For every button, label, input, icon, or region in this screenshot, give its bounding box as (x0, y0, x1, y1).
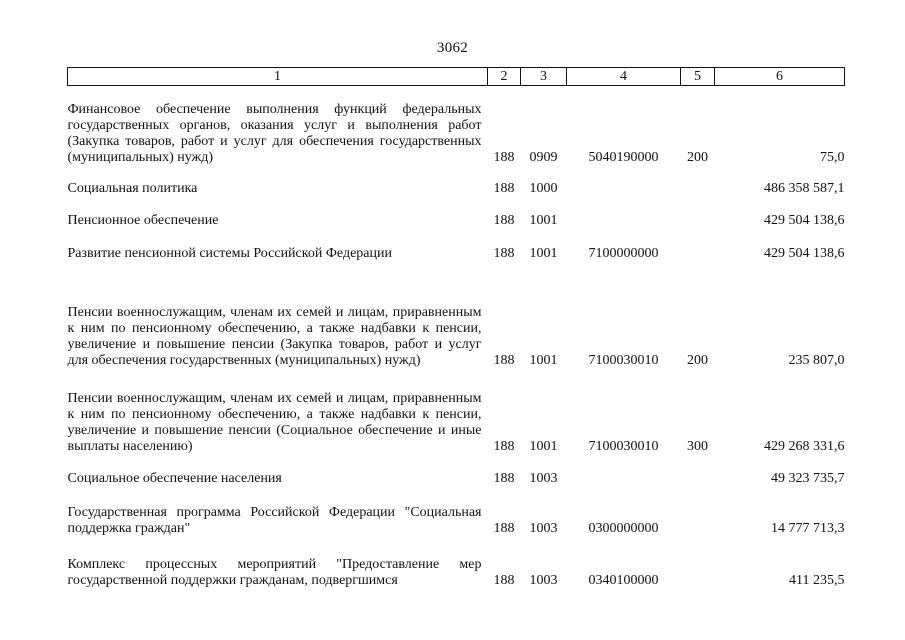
row-amount: 429 504 138,6 (764, 245, 845, 261)
row-name: Социальная политика (67, 180, 198, 196)
row-name: Развитие пенсионной системы Российской Федерации (67, 245, 392, 261)
column-header-expense-type: 5 (681, 68, 715, 86)
table-header (68, 68, 845, 86)
column-header-target: 4 (567, 68, 681, 86)
row-target: 0340100000 (588, 572, 659, 588)
budget-table (67, 67, 845, 589)
row-target (567, 166, 681, 197)
row-ministry: 188 (493, 438, 515, 454)
table-row (68, 86, 845, 166)
row-section: 1003 (529, 470, 558, 486)
table-body (68, 86, 845, 589)
row-target: 7100000000 (588, 245, 659, 261)
row-target (567, 455, 681, 487)
row-amount: 429 504 138,6 (764, 212, 845, 228)
row-section: 1001 (529, 245, 558, 261)
column-header-name: 1 (68, 68, 488, 86)
row-amount: 411 235,5 (789, 572, 845, 588)
row-amount: 49 323 735,7 (771, 470, 845, 486)
column-header-ministry: 2 (488, 68, 521, 86)
row-expense-type (681, 537, 715, 589)
table-row (68, 369, 845, 455)
row-expense-type: 200 (687, 149, 708, 165)
table-row (68, 229, 845, 262)
row-ministry: 188 (493, 470, 515, 486)
row-target (567, 197, 681, 229)
row-expense-type (681, 166, 715, 197)
row-name: Финансовое обеспечение выполнения функций федеральных государственных органов, оказания услуг и выполнения работ (Закупка товаров, работ и услуг для обеспечения государственных (муниципальных) нужд) (67, 101, 482, 165)
row-target: 5040190000 (588, 149, 659, 165)
row-section: 1000 (529, 180, 558, 196)
row-name: Пенсии военнослужащим, членам их семей и лицам, приравненным к ним по пенсионному обеспечению, а также надбавки к пенсии, увеличение и повышение пенсии (Социальное обеспечение и иные выплаты населению) (67, 390, 482, 454)
row-section: 1001 (529, 352, 558, 368)
table-row (68, 262, 845, 369)
row-ministry: 188 (493, 520, 515, 536)
row-target: 7100030010 (588, 438, 659, 454)
row-amount: 14 777 713,3 (771, 520, 845, 536)
row-section: 1001 (529, 438, 558, 454)
row-ministry: 188 (493, 149, 515, 165)
table-row (68, 537, 845, 589)
row-expense-type (681, 455, 715, 487)
row-name: Государственная программа Российской Федерации "Социальная поддержка граждан" (67, 504, 482, 536)
row-expense-type (681, 197, 715, 229)
row-ministry: 188 (493, 245, 515, 261)
row-name: Комплекс процессных мероприятий "Предоставление мер государственной поддержки гражданам, подвергшимся (67, 556, 482, 588)
row-section: 1003 (529, 520, 558, 536)
row-expense-type: 300 (687, 438, 708, 454)
row-ministry: 188 (493, 212, 515, 228)
table-row (68, 487, 845, 537)
row-amount: 235 807,0 (788, 352, 845, 368)
row-expense-type: 200 (687, 352, 708, 368)
row-target: 7100030010 (588, 352, 659, 368)
table-row (68, 455, 845, 487)
row-target: 0300000000 (588, 520, 659, 536)
row-name: Социальное обеспечение населения (67, 470, 282, 486)
table-row (68, 197, 845, 229)
column-header-amount: 6 (715, 68, 845, 86)
row-ministry: 188 (493, 180, 515, 196)
row-section: 0909 (529, 149, 558, 165)
column-header-section: 3 (521, 68, 567, 86)
row-section: 1003 (529, 572, 558, 588)
row-expense-type (681, 229, 715, 262)
row-amount: 429 268 331,6 (764, 438, 845, 454)
row-amount: 75,0 (820, 149, 845, 165)
row-amount: 486 358 587,1 (764, 180, 845, 196)
row-expense-type (681, 487, 715, 537)
row-ministry: 188 (493, 352, 515, 368)
page-number: 3062 (436, 40, 469, 56)
header-row (68, 68, 845, 86)
row-name: Пенсионное обеспечение (67, 212, 219, 228)
table-row (68, 166, 845, 197)
row-name: Пенсии военнослужащим, членам их семей и лицам, приравненным к ним по пенсионному обеспечению, а также надбавки к пенсии, увеличение и повышение пенсии (Закупка товаров, работ и услуг для обеспечения государственных (муниципальных) нужд) (67, 304, 482, 368)
row-ministry: 188 (493, 572, 515, 588)
row-section: 1001 (529, 212, 558, 228)
